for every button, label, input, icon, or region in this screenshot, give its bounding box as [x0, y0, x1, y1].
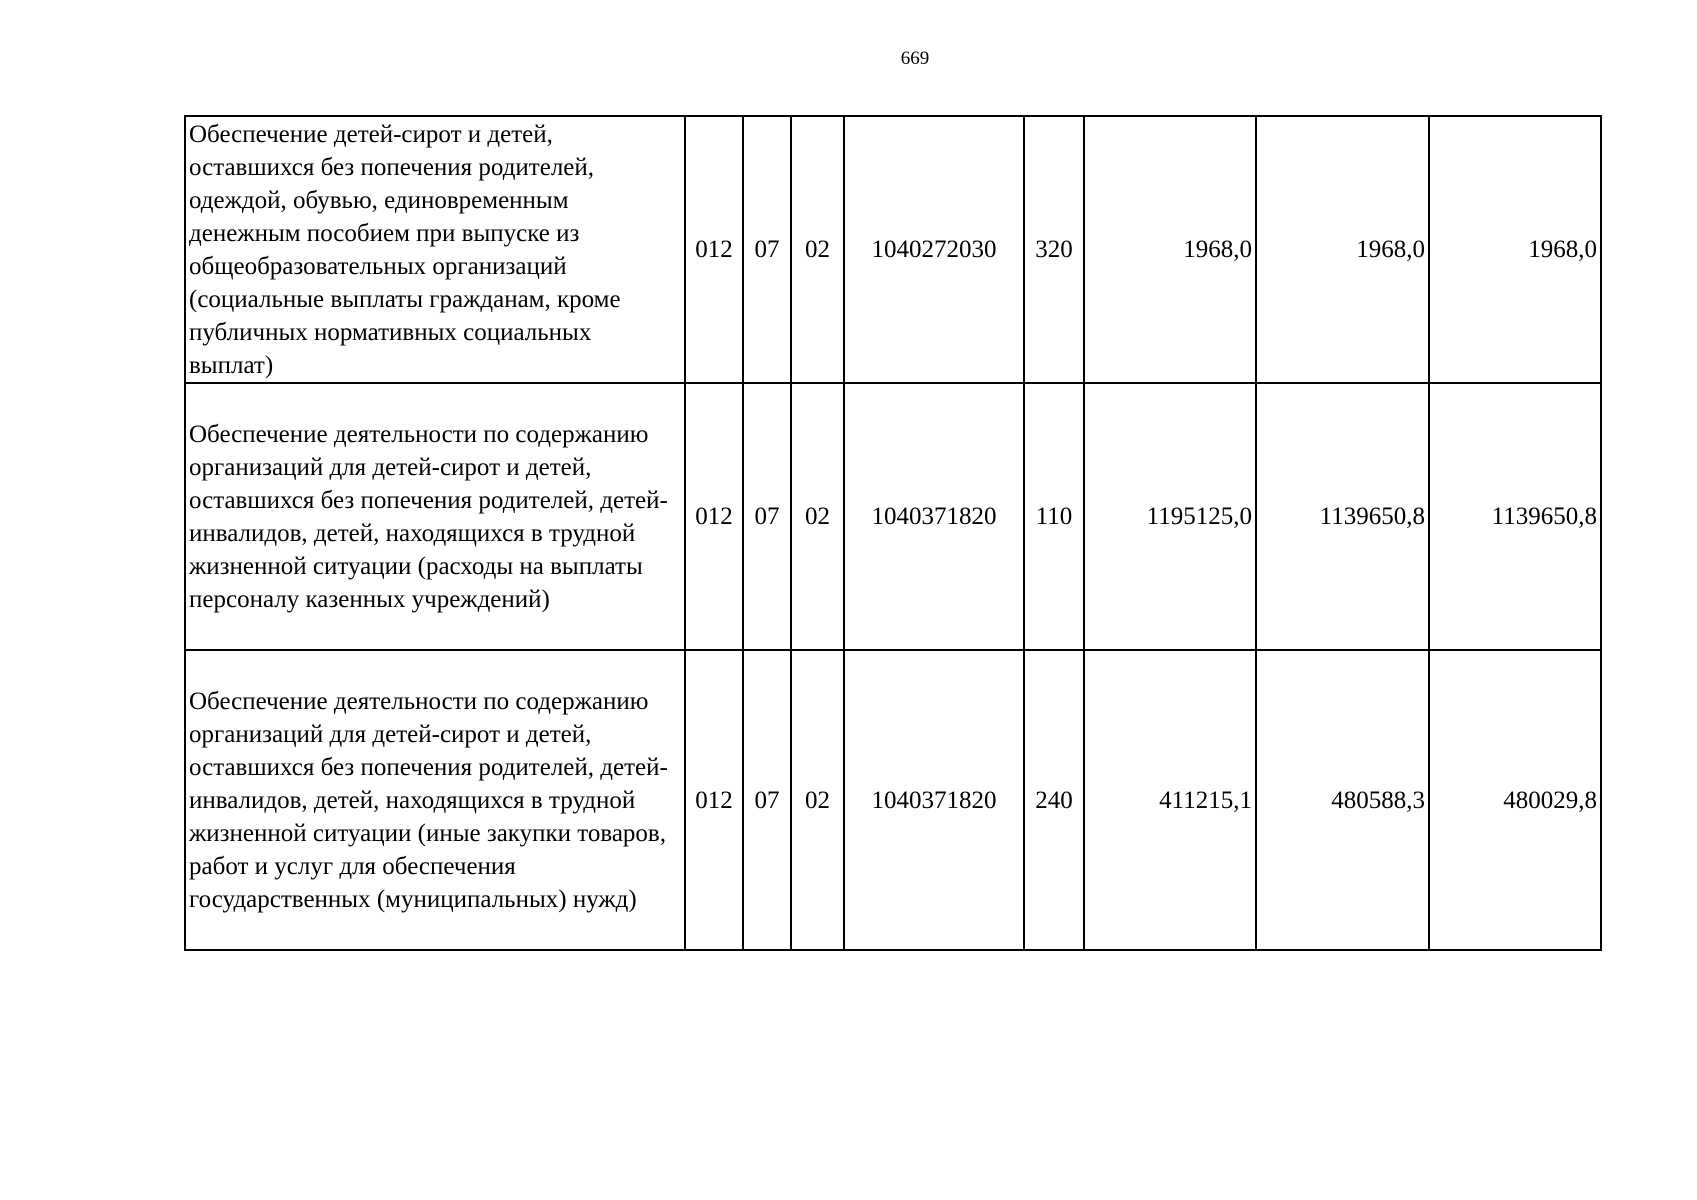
table-row [185, 650, 1601, 950]
amount-year-2: 1139650,8 [1256, 383, 1429, 650]
expense-type-code: 110 [1024, 383, 1084, 650]
amount-year-1: 411215,1 [1084, 650, 1256, 950]
amount-year-3: 480029,8 [1429, 650, 1601, 950]
ministry-code: 012 [685, 650, 743, 950]
amount-year-2: 480588,3 [1256, 650, 1429, 950]
budget-table [184, 115, 1602, 951]
expense-type-code: 320 [1024, 116, 1084, 383]
amount-year-3: 1139650,8 [1429, 383, 1601, 650]
section-code: 07 [743, 116, 791, 383]
expense-type-code: 240 [1024, 650, 1084, 950]
table-row [185, 383, 1601, 650]
ministry-code: 012 [685, 383, 743, 650]
amount-year-3: 1968,0 [1429, 116, 1601, 383]
subsection-code: 02 [791, 383, 844, 650]
page-number: 669 [900, 48, 930, 69]
row-description: Обеспечение детей-сирот и детей, оставшихся без попечения родителей, одеждой, обувью, единовременным денежным пособием при выпуске из общеобразовательных организаций (социальные выплаты гражданам, кроме публичных нормативных социальных выплат) [185, 116, 685, 383]
row-description: Обеспечение деятельности по содержанию организаций для детей-сирот и детей, оставшихся без попечения родителей, детей-инвалидов, детей, находящихся в трудной жизненной ситуации (иные закупки товаров, работ и услуг для обеспечения государственных (муниципальных) нужд) [185, 650, 685, 950]
subsection-code: 02 [791, 116, 844, 383]
section-code: 07 [743, 383, 791, 650]
amount-year-1: 1195125,0 [1084, 383, 1256, 650]
section-code: 07 [743, 650, 791, 950]
ministry-code: 012 [685, 116, 743, 383]
amount-year-2: 1968,0 [1256, 116, 1429, 383]
table-row [185, 116, 1601, 383]
target-article-code: 1040272030 [844, 116, 1024, 383]
target-article-code: 1040371820 [844, 650, 1024, 950]
amount-year-1: 1968,0 [1084, 116, 1256, 383]
row-description: Обеспечение деятельности по содержанию организаций для детей-сирот и детей, оставшихся без попечения родителей, детей-инвалидов, детей, находящихся в трудной жизненной ситуации (расходы на выплаты персоналу казенных учреждений) [185, 383, 685, 650]
target-article-code: 1040371820 [844, 383, 1024, 650]
subsection-code: 02 [791, 650, 844, 950]
